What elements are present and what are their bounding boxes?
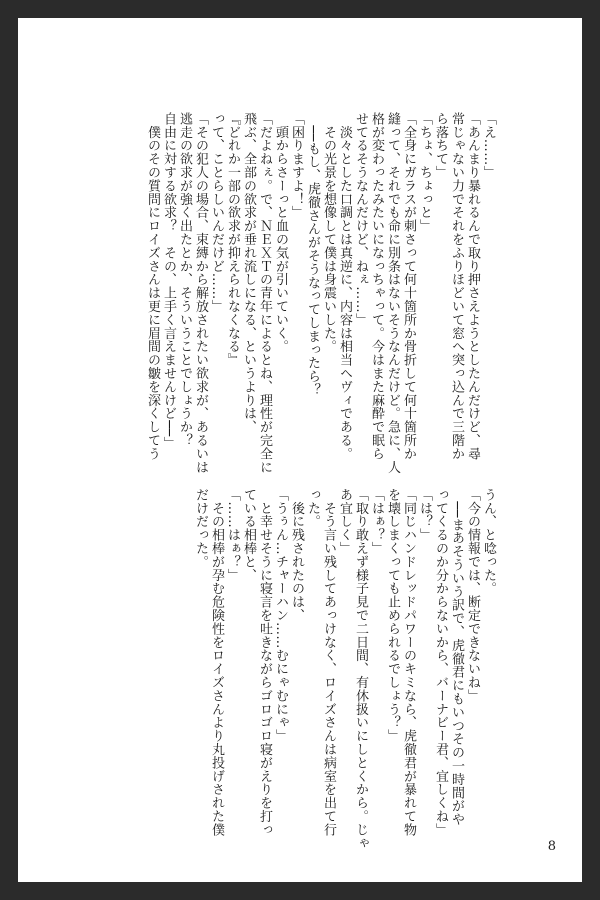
text-line: 「今の情報では、断定できないね」	[465, 488, 480, 703]
text-line: そう言い残してあっけなく、ロイズさんは病室を出て行	[321, 488, 336, 837]
text-line: 「え……」	[481, 112, 496, 179]
book-page	[18, 18, 582, 882]
text-line: 「同じハンドレッドパワーのキミなら、虎徹君が暴れて物	[401, 488, 416, 837]
text-line: 「……はぁ？」	[225, 488, 240, 582]
bottom-text-block	[192, 488, 496, 850]
text-line: 「あんまり暴れるんで取り押さえようとしたんだけど、尋	[465, 112, 480, 461]
text-line: 「うぅん…チャーハン……むにゃむにゃ」	[273, 488, 288, 743]
text-line: 「ちょ、ちょっと」	[417, 112, 432, 233]
page-number: 8	[547, 839, 556, 854]
text-line: うん、と唸った。	[481, 488, 496, 596]
text-line: 縫って、それでも命に別条はないそうなんだけど。急に、人	[385, 112, 400, 474]
text-line: ら落ちて」	[433, 112, 448, 179]
text-line: 逃走の欲求が強く出たとか、そういうことでしょうか？	[177, 112, 192, 447]
text-line: 「困りますよ！」	[289, 112, 304, 220]
text-line: 「取り敢えず様子見で二日間、有休扱いにしとくから。じゃ	[353, 488, 368, 850]
text-line: って、ことらしいんだけど……」	[209, 112, 224, 313]
text-line: ──もし、虎徹さんがそうなってしまったら？	[305, 112, 320, 397]
text-line: 飛ぶ、全部の欲求が垂れ流しになる、というよりは、	[241, 112, 256, 434]
text-line: 「だよねぇ。で、ＮＥＸＴの青年によるとね、理性が完全に	[257, 112, 272, 474]
text-line: 格が変わったみたいになっちゃって。今はまた麻酔で眠ら	[369, 112, 384, 461]
text-line: 頭からさーっと血の気が引いていく。	[273, 112, 288, 354]
top-text-block	[144, 112, 496, 474]
text-line: 後に残されたのは、	[289, 488, 304, 622]
text-line: だけだった。	[193, 488, 208, 569]
text-line: を壊しまくっても止められるでしょう？」	[385, 488, 400, 743]
text-line: ──まあそういう訳で、虎徹君にもいつその一時間がや	[449, 488, 464, 827]
text-line: 「はぁ？」	[369, 488, 384, 555]
text-line: 「その犯人の場合、束縛から解放されたい欲求が、あるいは	[193, 112, 208, 474]
text-line: ってくるのか分からないから、バーナビー君、宜しくね」	[433, 488, 448, 837]
text-line: ている相棒と、	[241, 488, 256, 582]
text-line: せてるそうなんだけど、ねぇ……」	[353, 112, 368, 327]
text-line: 僕のその質問にロイズさんは更に眉間の皺を深くしてう	[145, 112, 160, 461]
text-line: その相棒が孕む危険性をロイズさんより丸投げされた僕	[209, 488, 224, 837]
text-line: と幸せそうに寝言を吐きながらゴロゴロ寝がえりを打っ	[257, 488, 272, 837]
text-line: 『どれか一部の欲求が抑えられなくなる』	[225, 112, 240, 367]
text-line: 淡々とした口調とは真逆に、内容は相当ヘヴィである。	[337, 112, 352, 461]
text-line: った。	[305, 488, 320, 529]
text-line: その光景を想像して僕は身震いした。	[321, 112, 336, 354]
text-line: 「全身にガラスが刺さって何十箇所か骨折して何十箇所か	[401, 112, 416, 461]
text-line: あ宜しく」	[337, 488, 352, 555]
text-line: 「は？」	[417, 488, 432, 542]
text-line: 常じゃない力でそれをふりほどいて窓へ突っ込んで三階か	[449, 112, 464, 461]
text-line: 自由に対する欲求？ その、上手く言えませんけど──」	[161, 112, 176, 451]
